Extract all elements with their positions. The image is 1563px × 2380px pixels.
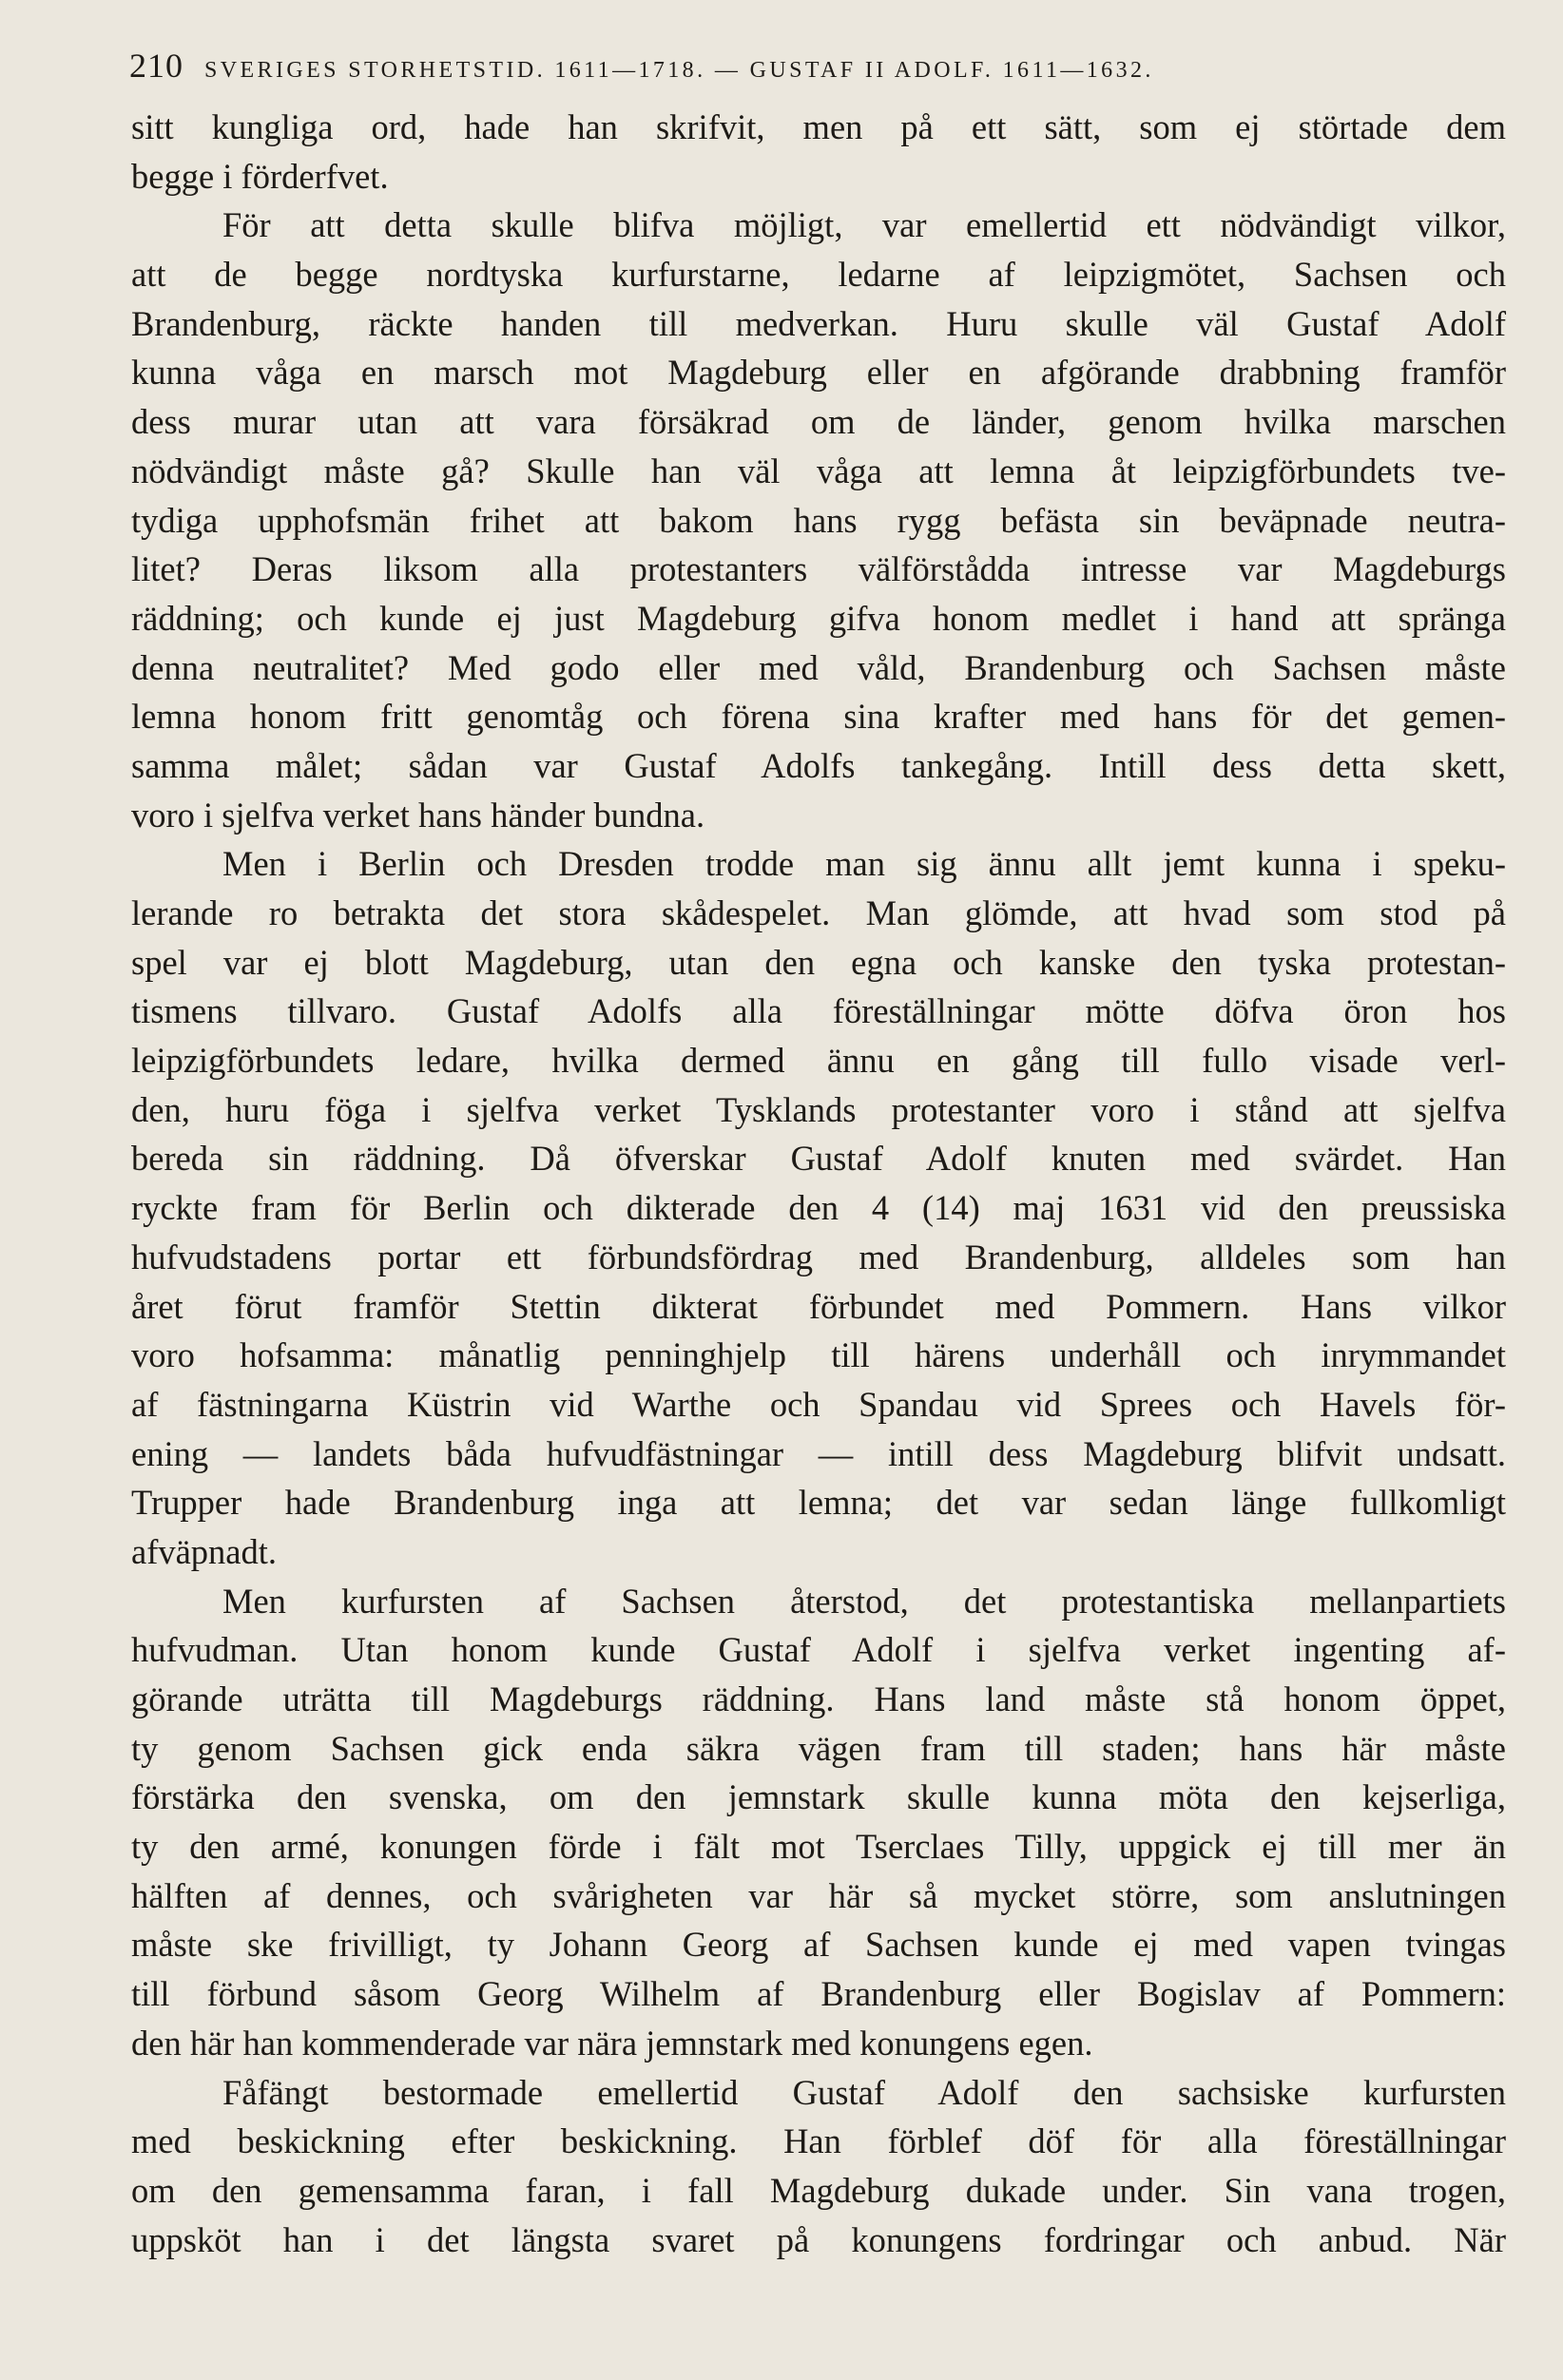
text-line: Men i Berlin och Dresden trodde man sig ännu allt jemt kunna i speku- xyxy=(222,844,1506,884)
text-line: ty den armé, konungen förde i fält mot Tserclaes Tilly, uppgick ej till mer än xyxy=(131,1827,1506,1867)
text-line: tismens tillvaro. Gustaf Adolfs alla föreställningar mötte döfva öron hos xyxy=(131,991,1506,1031)
text-line: året förut framför Stettin dikterat förbundet med Pommern. Hans vilkor xyxy=(131,1286,1506,1326)
body-text xyxy=(131,103,1506,2264)
text-line: Fåfängt bestormade emellertid Gustaf Adolf den sachsiske kurfursten xyxy=(222,2072,1506,2112)
text-line: begge i förderfvet. xyxy=(131,156,389,196)
text-line: med beskickning efter beskickning. Han förblef döf för alla föreställningar xyxy=(131,2121,1506,2161)
text-line: hälften af dennes, och svårigheten var här så mycket större, som anslutningen xyxy=(131,1875,1506,1915)
text-line: att de begge nordtyska kurfurstarne, ledarne af leipzigmötet, Sachsen och xyxy=(131,255,1506,295)
text-line: lerande ro betrakta det stora skådespelet. Man glömde, att hvad som stod på xyxy=(131,893,1506,932)
text-line: voro i sjelfva verket hans händer bundna. xyxy=(131,795,705,835)
text-line: leipzigförbundets ledare, hvilka dermed ännu en gång till fullo visade verl- xyxy=(131,1041,1506,1081)
text-line: denna neutralitet? Med godo eller med våld, Brandenburg och Sachsen måste xyxy=(131,647,1506,687)
text-line: nödvändigt måste gå? Skulle han väl våga att lemna åt leipzigförbundets tve- xyxy=(131,451,1506,490)
text-line: För att detta skulle blifva möjligt, var emellertid ett nödvändigt vilkor, xyxy=(222,205,1506,245)
text-line: lemna honom fritt genomtåg och förena sina krafter med hans för det gemen- xyxy=(131,697,1506,737)
text-line: sitt kungliga ord, hade han skrifvit, men på ett sätt, som ej störtade dem xyxy=(131,107,1506,146)
text-line: till förbund såsom Georg Wilhelm af Brandenburg eller Bogislav af Pommern: xyxy=(131,1974,1506,2014)
text-line: hufvudstadens portar ett förbundsfördrag med Brandenburg, alldeles som han xyxy=(131,1237,1506,1276)
text-line: räddning; och kunde ej just Magdeburg gifva honom medlet i hand att spränga xyxy=(131,598,1506,638)
text-line: ryckte fram för Berlin och dikterade den 4 (14) maj 1631 vid den preussiska xyxy=(131,1188,1506,1228)
text-line: spel var ej blott Magdeburg, utan den egna och kanske den tyska protestan- xyxy=(131,942,1506,982)
text-line: afväpnadt. xyxy=(131,1531,278,1571)
page-header xyxy=(129,46,1517,87)
text-line: ty genom Sachsen gick enda säkra vägen fram till staden; hans här måste xyxy=(131,1728,1506,1768)
text-line: kunna våga en marsch mot Magdeburg eller en afgörande drabbning framför xyxy=(131,353,1506,393)
text-line: görande uträtta till Magdeburgs räddning. Hans land måste stå honom öppet, xyxy=(131,1679,1506,1718)
text-line: ening — landets båda hufvudfästningar — intill dess Magdeburg blifvit undsatt. xyxy=(131,1433,1506,1473)
text-line: Men kurfursten af Sachsen återstod, det protestantiska mellanpartiets xyxy=(222,1581,1506,1621)
text-line: den, huru föga i sjelfva verket Tysklands protestanter voro i stånd att sjelfva xyxy=(131,1089,1506,1129)
text-line: bereda sin räddning. Då öfverskar Gustaf Adolf knuten med svärdet. Han xyxy=(131,1139,1506,1179)
text-line: voro hofsamma: månatlig penninghjelp till härens underhåll och inrymmandet xyxy=(131,1335,1506,1375)
text-line: Brandenburg, räckte handen till medverkan. Huru skulle väl Gustaf Adolf xyxy=(131,303,1506,343)
text-line: af fästningarna Küstrin vid Warthe och Spandau vid Sprees och Havels för- xyxy=(131,1384,1506,1424)
text-line: Trupper hade Brandenburg inga att lemna; det var sedan länge fullkomligt xyxy=(131,1483,1506,1523)
text-line: den här han kommenderade var nära jemnstark med konungens egen. xyxy=(131,2023,1093,2063)
text-line: dess murar utan att vara försäkrad om de länder, genom hvilka marschen xyxy=(131,402,1506,442)
text-line: uppsköt han i det längsta svaret på konungens fordringar och anbud. När xyxy=(131,2219,1506,2259)
text-line: tydiga upphofsmän frihet att bakom hans rygg befästa sin beväpnade neutra- xyxy=(131,500,1506,540)
page-number: 210 xyxy=(129,47,183,85)
text-line: samma målet; sådan var Gustaf Adolfs tankegång. Intill dess detta skett, xyxy=(131,745,1506,785)
text-line: litet? Deras liksom alla protestanters välförstådda intresse var Magdeburgs xyxy=(131,549,1506,589)
text-line: hufvudman. Utan honom kunde Gustaf Adolf i sjelfva verket ingenting af- xyxy=(131,1630,1506,1670)
text-line: om den gemensamma faran, i fall Magdeburg dukade under. Sin vana trogen, xyxy=(131,2170,1506,2210)
text-line: måste ske frivilligt, ty Johann Georg af Sachsen kunde ej med vapen tvingas xyxy=(131,1925,1506,1965)
text-line: förstärka den svenska, om den jemnstark skulle kunna möta den kejserliga, xyxy=(131,1777,1506,1817)
running-title: SVERIGES STORHETSTID. 1611—1718. — GUSTAF II ADOLF. 1611—1632. xyxy=(204,58,1154,83)
